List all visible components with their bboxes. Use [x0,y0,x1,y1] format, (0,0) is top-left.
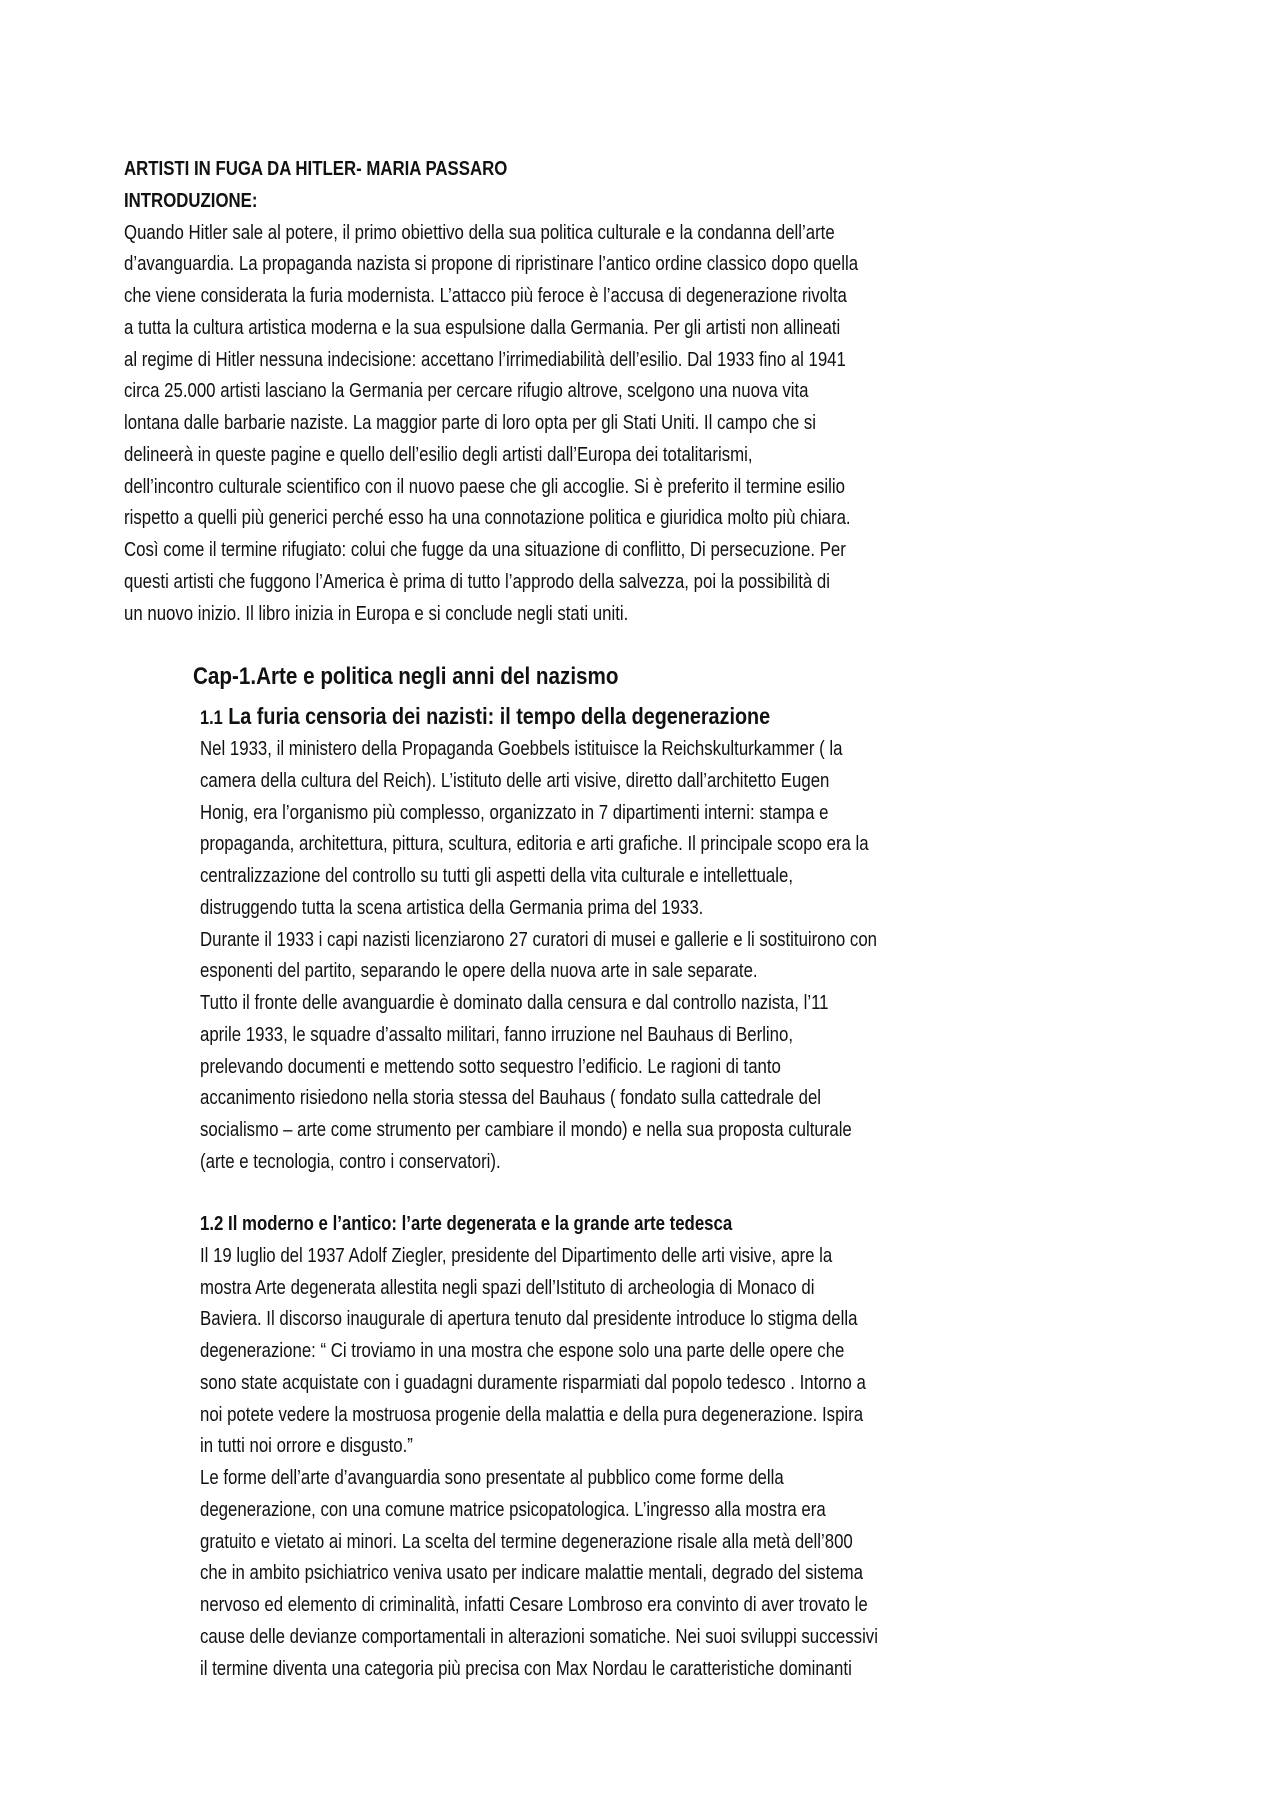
section-1-2-paragraph [200,1241,1007,1686]
section-1-1-paragraph [200,734,1006,1179]
text-line: sono state acquistate con i guadagni duramente risparmiati dal popolo tedesco . Intorno a [200,1371,866,1394]
text-line: distruggendo tutta la scena artistica della Germania prima del 1933. [200,896,704,919]
text-line: lontana dalle barbarie naziste. La maggior parte di loro opta per gli Stati Uniti. Il campo che si [124,412,816,434]
section-1-1 [200,698,1006,1179]
text-line: propaganda, architettura, pittura, scultura, editoria e arti grafiche. Il principale scopo era la [200,833,869,856]
text-line: questi artisti che fuggono l’America è prima di tutto l’approdo della salvezza, poi la possibilità di [124,570,830,593]
section-1-2 [200,1209,1007,1685]
text-line: circa 25.000 artisti lasciano la Germania per cercare rifugio altrove, scelgono una nuova vita [124,380,809,403]
section-number: 1.1 [200,708,223,729]
text-line: un nuovo inizio. Il libro inizia in Europa e si conclude negli stati uniti. [124,602,629,625]
text-line: socialismo – arte come strumento per cambiare il mondo) e nella sua proposta culturale [200,1119,852,1141]
text-line: d’avanguardia. La propaganda nazista si propone di ripristinare l’antico ordine classico dopo quella [124,253,859,276]
text-line: in tutti noi orrore e disgusto.” [200,1435,413,1458]
chapter-heading: Cap-1.Arte e politica negli anni del nazismo [193,663,619,690]
text-line: Nel 1933, il ministero della Propaganda Goebbels istituisce la Reichskulturkammer ( la [200,738,843,760]
text-line: prelevando documenti e mettendo sotto sequestro l’edificio. Le ragioni di tanto [200,1055,781,1078]
text-line: (arte e tecnologia, contro i conservatori). [200,1150,501,1173]
text-line: Il 19 luglio del 1937 Adolf Ziegler, presidente del Dipartimento delle arti visive, apre la [200,1244,833,1267]
text-line: Così come il termine rifugiato: colui che fugge da una situazione di conflitto, Di persecuzione. Per [124,539,846,561]
text-line: cause delle devianze comportamentali in alterazioni somatiche. Nei suoi sviluppi successivi [200,1625,878,1648]
text-line: noi potete vedere la mostruosa progenie della malattia e della pura degenerazione. Ispira [200,1403,864,1426]
text-line: Le forme dell’arte d’avanguardia sono presentate al pubblico come forme della [200,1467,784,1489]
text-line: degenerazione: “ Ci troviamo in una mostra che espone solo una parte delle opere che [200,1340,845,1362]
section-1-2-heading: 1.2 Il moderno e l’antico: l’arte degenerata e la grande arte tedesca [200,1213,733,1235]
intro-section [124,154,998,630]
text-line: centralizzazione del controllo su tutti gli aspetti della vita culturale e intellettuale, [200,865,794,887]
text-line: nervoso ed elemento di criminalità, infatti Cesare Lombroso era convinto di aver trovato le [200,1594,868,1616]
chapter-section [193,658,688,696]
text-line: delineerà in queste pagine e quello dell’esilio degli artisti dall’Europa dei totalitarismi, [124,443,753,466]
text-line: a tutta la cultura artistica moderna e la sua espulsione dalla Germania. Per gli artisti non allineati [124,316,841,339]
text-line: Honig, era l’organismo più complesso, organizzato in 7 dipartimenti interni: stampa e [200,801,829,824]
text-line: mostra Arte degenerata allestita negli spazi dell’Istituto di archeologia di Monaco di [200,1276,815,1299]
text-line: che viene considerata la furia modernista. L’attacco più feroce è l’accusa di degenerazione rivolta [124,285,847,307]
text-line: camera della cultura del Reich). L’istituto delle arti visive, diretto dall’architetto Eugen [200,769,830,792]
text-line: il termine diventa una categoria più precisa con Max Nordau le caratteristiche dominanti [200,1657,852,1680]
intro-heading: INTRODUZIONE: [124,189,258,212]
section-1-1-heading [200,698,893,734]
text-line: esponenti del partito, separando le opere della nuova arte in sale separate. [200,960,758,983]
text-line: dell’incontro culturale scientifico con il nuovo paese che gli accoglie. Si è preferito il termine esilio [124,475,845,498]
text-line: gratuito e vietato ai minori. La scelta del termine degenerazione risale alla metà dell’800 [200,1530,853,1553]
text-line: che in ambito psichiatrico veniva usato per indicare malattie mentali, degrado del sistema [200,1562,864,1585]
text-line: accanimento risiedono nella storia stessa del Bauhaus ( fondato sulla cattedrale del [200,1087,822,1110]
text-line: Durante il 1933 i capi nazisti licenziarono 27 curatori di musei e gallerie e li sostituirono con [200,928,878,951]
text-line: Quando Hitler sale al potere, il primo obiettivo della sua politica culturale e la condanna dell’arte [124,221,835,244]
section-title: La furia censoria dei nazisti: il tempo della degenerazione [228,703,771,729]
intro-paragraph [124,218,998,631]
text-line: degenerazione, con una comune matrice psicopatologica. L’ingresso alla mostra era [200,1498,826,1521]
text-line: rispetto a quelli più generici perché esso ha una connotazione politica e giuridica molto più chiara. [124,507,851,530]
text-line: Tutto il fronte delle avanguardie è dominato dalla censura e dal controllo nazista, l’11 [200,992,829,1014]
text-line: al regime di Hitler nessuna indecisione: accettano l’irrimediabilità dell’esilio. Dal 1933 fino al 1941 [124,348,846,371]
text-line: Baviera. Il discorso inaugurale di apertura tenuto dal presidente introduce lo stigma della [200,1308,858,1331]
text-line: aprile 1933, le squadre d’assalto militari, fanno irruzione nel Bauhaus di Berlino, [200,1023,794,1046]
document-title: ARTISTI IN FUGA DA HITLER- MARIA PASSARO [124,158,508,180]
